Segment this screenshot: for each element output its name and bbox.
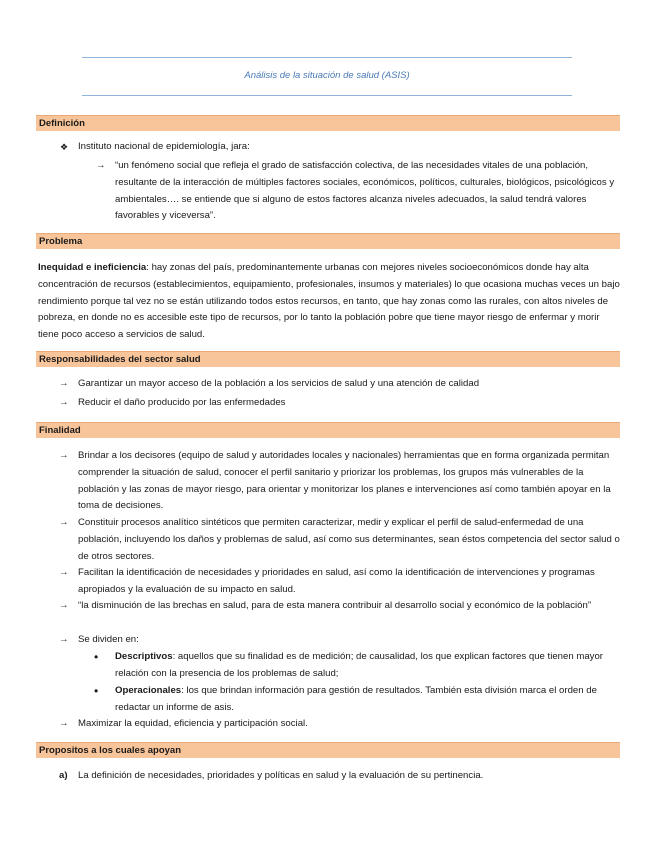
list-item: Garantizar un mayor acceso de la población a los servicios de salud y una atención de calidad — [78, 378, 480, 389]
section-heading-propositos: Propositos a los cuales apoyan — [36, 742, 620, 758]
sub-item-lead: Descriptivos — [115, 651, 173, 662]
section-heading-definicion: Definición — [36, 115, 620, 131]
problema-lead: Inequidad e ineficiencia — [38, 262, 147, 273]
section-heading-problema: Problema — [36, 233, 620, 249]
sub-list-item — [115, 683, 620, 717]
header-title: Análisis de la situación de salud (ASIS) — [244, 70, 410, 81]
sub-list-item — [115, 649, 620, 683]
definicion-quote: “un fenómeno social que refleja el grado de satisfacción colectiva, de las necesidades vitales de una población, resultante de la interacción de múltiples factores sociales, económicos, políticos, culturales, biológicos, psicológicos y ambientales…. se entiende que si alguno de estos factores alcanza niveles adecuados, la salud tendrá valores favorables y viceversa”. — [115, 160, 615, 222]
arrow-icon: → — [59, 718, 69, 729]
header-top-rule — [82, 57, 572, 58]
list-item: Se dividen en: — [78, 634, 139, 645]
section-heading-finalidad: Finalidad — [36, 422, 620, 438]
definicion-source: Instituto nacional de epidemiología, jara: — [78, 141, 250, 152]
sub-item-text: : los que brindan información para gestión de resultados. También esta división marca el orden de redactar un informe de asis. — [115, 685, 597, 713]
header-bottom-rule — [82, 95, 572, 96]
arrow-icon: → — [59, 397, 69, 408]
arrow-icon: → — [59, 600, 69, 611]
sub-item-lead: Operacionales — [115, 685, 182, 696]
list-item: Maximizar la equidad, eficiencia y participación social. — [78, 718, 308, 729]
problema-text: : hay zonas del país, predominantemente urbanas con mejores niveles socioeconómicos donde hay alta concentración de recursos (establecimientos, equipamiento, profesionales, insumos y materiales) lo que ocasiona muchas veces un bajo rendimiento porque tal vez no se están utilizando todos estos recursos, en tanto, que hay zonas como las rurales, con altos niveles de pobreza, en donde no es accesible este tipo de recursos, por lo tanto la población pobre que tiene mayor riesgo de enfermar y morir tiene poco acceso a servicios de salud. — [38, 262, 620, 341]
arrow-icon: → — [59, 634, 69, 645]
bullet-icon: • — [94, 650, 99, 664]
arrow-icon: → — [59, 450, 69, 461]
arrow-icon: → — [59, 517, 69, 528]
arrow-icon: → — [59, 378, 69, 389]
list-item: Facilitan la identificación de necesidades y prioridades en salud, así como la identificación de intervenciones y programas apropiados y la evaluación de su impacto en salud. — [78, 567, 595, 595]
sub-item-text: : aquellos que su finalidad es de medición; de causalidad, los que explican factores que tienen mayor relación con la presencia de los problemas de salud; — [115, 651, 603, 679]
diamond-bullet-icon: ❖ — [60, 142, 69, 152]
problema-paragraph — [38, 260, 620, 344]
bullet-icon: • — [94, 684, 99, 698]
arrow-icon: → — [96, 160, 106, 171]
list-item: La definición de necesidades, prioridades y políticas en salud y la evaluación de su pertinencia. — [78, 770, 484, 781]
list-item: Brindar a los decisores (equipo de salud y autoridades locales y nacionales) herramientas que en forma organizada permitan comprender la situación de salud, conocer el perfil sanitario y priorizar los problemas, los grupos más vulnerables de la población y las zonas de mayor riesgo, para orientar y monitorizar los planes e intervenciones así como también apoyar en la toma de decisiones. — [78, 450, 611, 512]
list-item: “la disminución de las brechas en salud, para de esta manera contribuir al desarrollo social y económico de la población” — [78, 600, 592, 611]
list-item: Constituir procesos analítico sintéticos que permiten caracterizar, medir y explicar el perfil de salud-enfermedad de una población, incluyendo los daños y problemas de salud, así como sus determinantes, sean éstos competencia del sector salud o de otros sectores. — [78, 517, 620, 562]
letter-marker: a) — [59, 770, 68, 781]
list-item: Reducir el daño producido por las enfermedades — [78, 397, 286, 408]
arrow-icon: → — [59, 567, 69, 578]
section-heading-responsabilidades: Responsabilidades del sector salud — [36, 351, 620, 367]
